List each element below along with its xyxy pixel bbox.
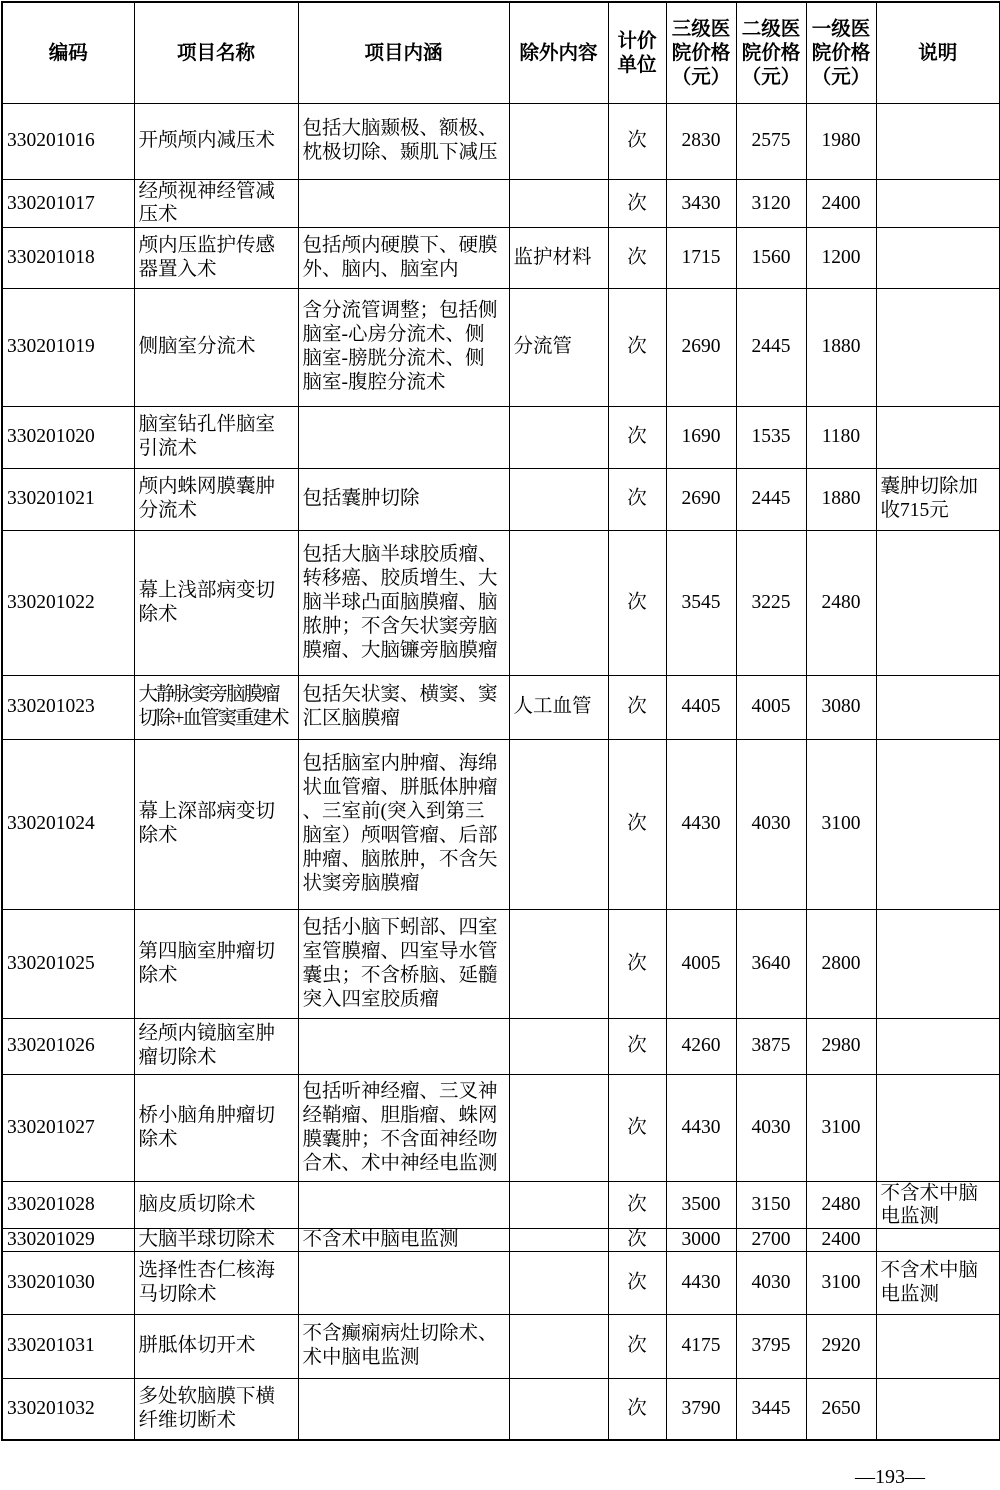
code-cell: 330201017 (2, 179, 134, 227)
header-code: 编码 (2, 2, 134, 103)
item-name-cell: 大静脉窦旁脑膜瘤切除+血管窦重建术 (134, 675, 298, 739)
price-level3-cell: 4430 (666, 1251, 736, 1314)
code-cell: 330201023 (2, 675, 134, 739)
price-level1-cell: 1200 (806, 227, 876, 288)
note-cell (876, 1314, 1000, 1378)
price-level1-cell: 2800 (806, 909, 876, 1018)
price-level2-cell: 1535 (736, 406, 806, 468)
price-level3-cell: 1690 (666, 406, 736, 468)
price-level3-cell: 3790 (666, 1378, 736, 1440)
item-name-cell: 胼胝体切开术 (134, 1314, 298, 1378)
header-pricing-unit: 计价单位 (608, 2, 666, 103)
price-level1-cell: 2480 (806, 530, 876, 675)
note-cell (876, 675, 1000, 739)
code-cell: 330201029 (2, 1228, 134, 1251)
item-content-cell: 包括大脑半球胶质瘤、转移癌、胶质增生、大脑半球凸面脑膜瘤、脑脓肿；不含矢状窦旁脑膜瘤、大脑镰旁脑膜瘤 (298, 530, 509, 675)
table-body (2, 103, 1000, 1440)
note-cell (876, 406, 1000, 468)
table-row (2, 1378, 1000, 1440)
header-row (2, 2, 1000, 103)
price-level3-cell: 4430 (666, 739, 736, 909)
pricing-unit-cell: 次 (608, 909, 666, 1018)
excluded-content-cell (509, 406, 608, 468)
price-level1-cell: 3080 (806, 675, 876, 739)
table-header (2, 2, 1000, 103)
pricing-unit-cell: 次 (608, 1018, 666, 1074)
pricing-unit-cell: 次 (608, 288, 666, 406)
price-level3-cell: 3000 (666, 1228, 736, 1251)
note-cell (876, 530, 1000, 675)
price-level3-cell: 4405 (666, 675, 736, 739)
price-level1-cell: 3100 (806, 739, 876, 909)
price-level3-cell: 4430 (666, 1074, 736, 1181)
item-content-cell: 不含术中脑电监测 (298, 1228, 509, 1251)
code-cell: 330201019 (2, 288, 134, 406)
pricing-unit-cell: 次 (608, 1251, 666, 1314)
pricing-unit-cell: 次 (608, 468, 666, 530)
note-cell (876, 909, 1000, 1018)
excluded-content-cell (509, 1181, 608, 1228)
header-excluded-content: 除外内容 (509, 2, 608, 103)
code-cell: 330201021 (2, 468, 134, 530)
header-price-level1: 一级医院价格（元） (806, 2, 876, 103)
excluded-content-cell: 人工血管 (509, 675, 608, 739)
excluded-content-cell (509, 909, 608, 1018)
excluded-content-cell (509, 1018, 608, 1074)
price-level2-cell: 3640 (736, 909, 806, 1018)
price-level1-cell: 2400 (806, 179, 876, 227)
pricing-unit-cell: 次 (608, 406, 666, 468)
pricing-unit-cell: 次 (608, 739, 666, 909)
pricing-unit-cell: 次 (608, 1378, 666, 1440)
code-cell: 330201030 (2, 1251, 134, 1314)
table-row (2, 288, 1000, 406)
note-cell (876, 1378, 1000, 1440)
table-row (2, 103, 1000, 179)
pricing-unit-cell: 次 (608, 179, 666, 227)
header-item-content: 项目内涵 (298, 2, 509, 103)
page-number: —193— (855, 1466, 925, 1488)
item-name-cell: 幕上深部病变切除术 (134, 739, 298, 909)
price-level2-cell: 4005 (736, 675, 806, 739)
note-cell (876, 288, 1000, 406)
item-content-cell: 不含癫痫病灶切除术、术中脑电监测 (298, 1314, 509, 1378)
price-level1-cell: 1180 (806, 406, 876, 468)
table-row (2, 227, 1000, 288)
item-name-cell: 侧脑室分流术 (134, 288, 298, 406)
excluded-content-cell (509, 1378, 608, 1440)
pricing-unit-cell: 次 (608, 1228, 666, 1251)
price-level1-cell: 2400 (806, 1228, 876, 1251)
table-row (2, 179, 1000, 227)
code-cell: 330201028 (2, 1181, 134, 1228)
note-cell (876, 103, 1000, 179)
item-content-cell: 包括脑室内肿瘤、海绵状血管瘤、胼胝体肿瘤、三室前(突入到第三脑室）颅咽管瘤、后部肿瘤、脑脓肿，不含矢状窦旁脑膜瘤 (298, 739, 509, 909)
item-name-cell: 大脑半球切除术 (134, 1228, 298, 1251)
item-name-cell: 经颅内镜脑室肿瘤切除术 (134, 1018, 298, 1074)
header-item-name: 项目名称 (134, 2, 298, 103)
header-note: 说明 (876, 2, 1000, 103)
item-name-cell: 桥小脑角肿瘤切除术 (134, 1074, 298, 1181)
item-name-cell: 经颅视神经管减压术 (134, 179, 298, 227)
note-cell (876, 1074, 1000, 1181)
item-name-cell: 开颅颅内减压术 (134, 103, 298, 179)
excluded-content-cell: 监护材料 (509, 227, 608, 288)
price-level1-cell: 2480 (806, 1181, 876, 1228)
price-level2-cell: 3150 (736, 1181, 806, 1228)
price-level3-cell: 3545 (666, 530, 736, 675)
code-cell: 330201025 (2, 909, 134, 1018)
price-level1-cell: 3100 (806, 1074, 876, 1181)
note-cell: 不含术中脑电监测 (876, 1181, 1000, 1228)
price-level3-cell: 2690 (666, 288, 736, 406)
table-row (2, 1251, 1000, 1314)
item-content-cell: 包括大脑颞极、额极、枕极切除、颞肌下减压 (298, 103, 509, 179)
code-cell: 330201032 (2, 1378, 134, 1440)
code-cell: 330201022 (2, 530, 134, 675)
item-content-cell: 包括颅内硬膜下、硬膜外、脑内、脑室内 (298, 227, 509, 288)
table-row (2, 530, 1000, 675)
code-cell: 330201024 (2, 739, 134, 909)
table-row (2, 1018, 1000, 1074)
price-level2-cell: 2575 (736, 103, 806, 179)
price-level2-cell: 1560 (736, 227, 806, 288)
item-name-cell: 幕上浅部病变切除术 (134, 530, 298, 675)
note-cell: 囊肿切除加收715元 (876, 468, 1000, 530)
price-level1-cell: 2650 (806, 1378, 876, 1440)
table-row (2, 739, 1000, 909)
table-row (2, 1314, 1000, 1378)
price-level3-cell: 4260 (666, 1018, 736, 1074)
code-cell: 330201031 (2, 1314, 134, 1378)
price-level2-cell: 3795 (736, 1314, 806, 1378)
pricing-unit-cell: 次 (608, 1181, 666, 1228)
item-name-cell: 第四脑室肿瘤切除术 (134, 909, 298, 1018)
item-name-cell: 颅内蛛网膜囊肿分流术 (134, 468, 298, 530)
price-level3-cell: 3430 (666, 179, 736, 227)
excluded-content-cell (509, 1314, 608, 1378)
price-level1-cell: 1880 (806, 288, 876, 406)
price-level2-cell: 4030 (736, 1251, 806, 1314)
table-row (2, 1074, 1000, 1181)
pricing-unit-cell: 次 (608, 1074, 666, 1181)
price-level2-cell: 3875 (736, 1018, 806, 1074)
note-cell: 不含术中脑电监测 (876, 1251, 1000, 1314)
item-content-cell: 包括小脑下蚓部、四室室管膜瘤、四室导水管囊虫；不含桥脑、延髓突入四室胶质瘤 (298, 909, 509, 1018)
code-cell: 330201027 (2, 1074, 134, 1181)
excluded-content-cell (509, 1074, 608, 1181)
price-level1-cell: 1980 (806, 103, 876, 179)
price-level2-cell: 3120 (736, 179, 806, 227)
item-name-cell: 颅内压监护传感器置入术 (134, 227, 298, 288)
price-level2-cell: 3445 (736, 1378, 806, 1440)
pricing-unit-cell: 次 (608, 103, 666, 179)
header-price-level3: 三级医院价格（元） (666, 2, 736, 103)
pricing-unit-cell: 次 (608, 675, 666, 739)
price-level2-cell: 4030 (736, 1074, 806, 1181)
header-price-level2: 二级医院价格（元） (736, 2, 806, 103)
item-content-cell (298, 1018, 509, 1074)
item-content-cell (298, 406, 509, 468)
excluded-content-cell (509, 1251, 608, 1314)
price-level1-cell: 2980 (806, 1018, 876, 1074)
item-content-cell (298, 179, 509, 227)
table-row (2, 468, 1000, 530)
pricing-unit-cell: 次 (608, 1314, 666, 1378)
note-cell (876, 1018, 1000, 1074)
price-level1-cell: 2920 (806, 1314, 876, 1378)
code-cell: 330201018 (2, 227, 134, 288)
price-level2-cell: 4030 (736, 739, 806, 909)
price-level3-cell: 1715 (666, 227, 736, 288)
price-level3-cell: 3500 (666, 1181, 736, 1228)
price-level3-cell: 4175 (666, 1314, 736, 1378)
item-content-cell (298, 1378, 509, 1440)
note-cell (876, 179, 1000, 227)
item-name-cell: 脑室钻孔伴脑室引流术 (134, 406, 298, 468)
price-level2-cell: 2700 (736, 1228, 806, 1251)
item-name-cell: 脑皮质切除术 (134, 1181, 298, 1228)
excluded-content-cell (509, 739, 608, 909)
code-cell: 330201026 (2, 1018, 134, 1074)
pricing-unit-cell: 次 (608, 227, 666, 288)
excluded-content-cell (509, 468, 608, 530)
item-content-cell: 含分流管调整；包括侧脑室-心房分流术、侧脑室-膀胱分流术、侧脑室-腹腔分流术 (298, 288, 509, 406)
code-cell: 330201020 (2, 406, 134, 468)
item-content-cell (298, 1251, 509, 1314)
excluded-content-cell (509, 1228, 608, 1251)
price-level3-cell: 4005 (666, 909, 736, 1018)
code-cell: 330201016 (2, 103, 134, 179)
note-cell (876, 739, 1000, 909)
item-content-cell: 包括囊肿切除 (298, 468, 509, 530)
price-level3-cell: 2830 (666, 103, 736, 179)
item-content-cell: 包括矢状窦、横窦、窦汇区脑膜瘤 (298, 675, 509, 739)
excluded-content-cell (509, 530, 608, 675)
price-level2-cell: 2445 (736, 288, 806, 406)
pricing-table (1, 1, 1000, 1441)
table-row (2, 909, 1000, 1018)
table-row (2, 1181, 1000, 1228)
item-content-cell: 包括听神经瘤、三叉神经鞘瘤、胆脂瘤、蛛网膜囊肿；不含面神经吻合术、术中神经电监测 (298, 1074, 509, 1181)
price-level3-cell: 2690 (666, 468, 736, 530)
table-row (2, 1228, 1000, 1251)
item-content-cell (298, 1181, 509, 1228)
price-level1-cell: 1880 (806, 468, 876, 530)
price-level1-cell: 3100 (806, 1251, 876, 1314)
excluded-content-cell (509, 179, 608, 227)
excluded-content-cell (509, 103, 608, 179)
item-name-cell: 选择性杏仁核海马切除术 (134, 1251, 298, 1314)
table-row (2, 675, 1000, 739)
price-level2-cell: 2445 (736, 468, 806, 530)
pricing-unit-cell: 次 (608, 530, 666, 675)
price-level2-cell: 3225 (736, 530, 806, 675)
note-cell (876, 227, 1000, 288)
note-cell (876, 1228, 1000, 1251)
item-name-cell: 多处软脑膜下横纤维切断术 (134, 1378, 298, 1440)
table-row (2, 406, 1000, 468)
excluded-content-cell: 分流管 (509, 288, 608, 406)
